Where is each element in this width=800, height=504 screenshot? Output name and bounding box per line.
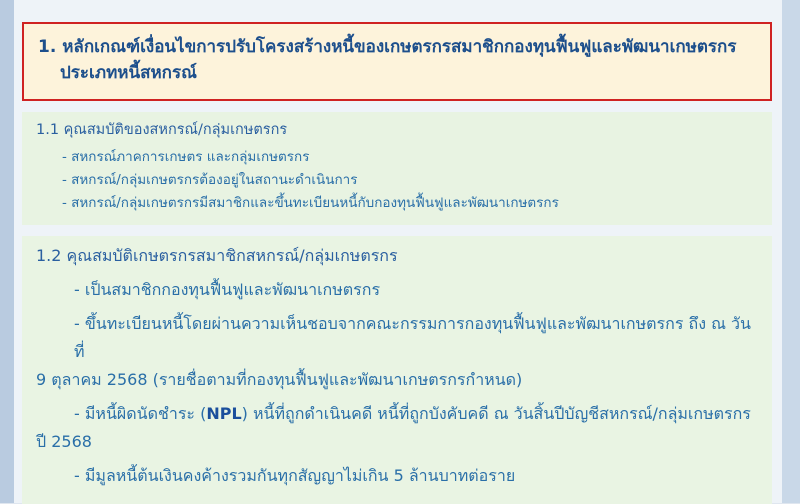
document-content — [14, 0, 782, 503]
section-1-1-bullet-2: - สหกรณ์/กลุ่มเกษตรกรต้องอยู่ในสถานะดำเนินการ — [62, 171, 358, 188]
right-margin-strip — [782, 0, 800, 503]
left-margin-strip — [0, 0, 14, 503]
section-1-2-bullet-2: - ขึ้นทะเบียนหนี้โดยผ่านความเห็นชอบจากคณะกรรมการกองทุนฟื้นฟูและพัฒนาเกษตรกร ถึง ณ วันที่ — [74, 314, 751, 361]
section-1-2-bullet-2-cont — [36, 366, 758, 394]
section-1-1-bullet-1: - สหกรณ์ภาคการเกษตร และกลุ่มเกษตรกร — [62, 148, 310, 165]
title-line-1: 1. หลักเกณฑ์เงื่อนไขการปรับโครงสร้างหนี้ของเกษตรกรสมาชิกกองทุนฟื้นฟูและพัฒนาเกษตรกร — [38, 37, 737, 57]
section-1-2-bullet-1: - เป็นสมาชิกกองทุนฟื้นฟูและพัฒนาเกษตรกร — [74, 280, 381, 299]
section-1-1-bullet-3: - สหกรณ์/กลุ่มเกษตรกรมีสมาชิกและขึ้นทะเบียนหนี้กับกองทุนฟื้นฟูและพัฒนาเกษตรกร — [62, 194, 559, 211]
section-1-2-bullet-3-cont-text: ปี 2568 — [36, 432, 92, 451]
section-1-1-heading: 1.1 คุณสมบัติของสหกรณ์/กลุ่มเกษตรกร — [36, 122, 288, 138]
npl-label: NPL — [206, 404, 242, 423]
section-1-2-heading: 1.2 คุณสมบัติเกษตรกรสมาชิกสหกรณ์/กลุ่มเกษตรกร — [36, 246, 398, 265]
section-1-2-bullet-3-cont — [36, 428, 758, 456]
title-line-2: ประเภทหนี้สหกรณ์ — [60, 63, 197, 84]
section-1-2 — [22, 236, 772, 504]
section-1-1 — [22, 112, 772, 225]
section-1-2-bullet-3: - มีหนี้ผิดนัดชำระ (NPL) หนี้ที่ถูกดำเนินคดี หนี้ที่ถูกบังคับคดี ณ วันสิ้นปีบัญชีสหกรณ์/กลุ่มเกษตรกร — [74, 404, 751, 423]
title-box — [22, 22, 772, 101]
section-1-2-bullet-2-cont-text: 9 ตุลาคม 2568 (รายชื่อตามที่กองทุนฟื้นฟูและพัฒนาเกษตรกรกำหนด) — [36, 370, 523, 389]
section-1-2-bullet-4: - มีมูลหนี้ต้นเงินคงค้างรวมกันทุกสัญญาไม่เกิน 5 ล้านบาทต่อราย — [74, 466, 516, 485]
